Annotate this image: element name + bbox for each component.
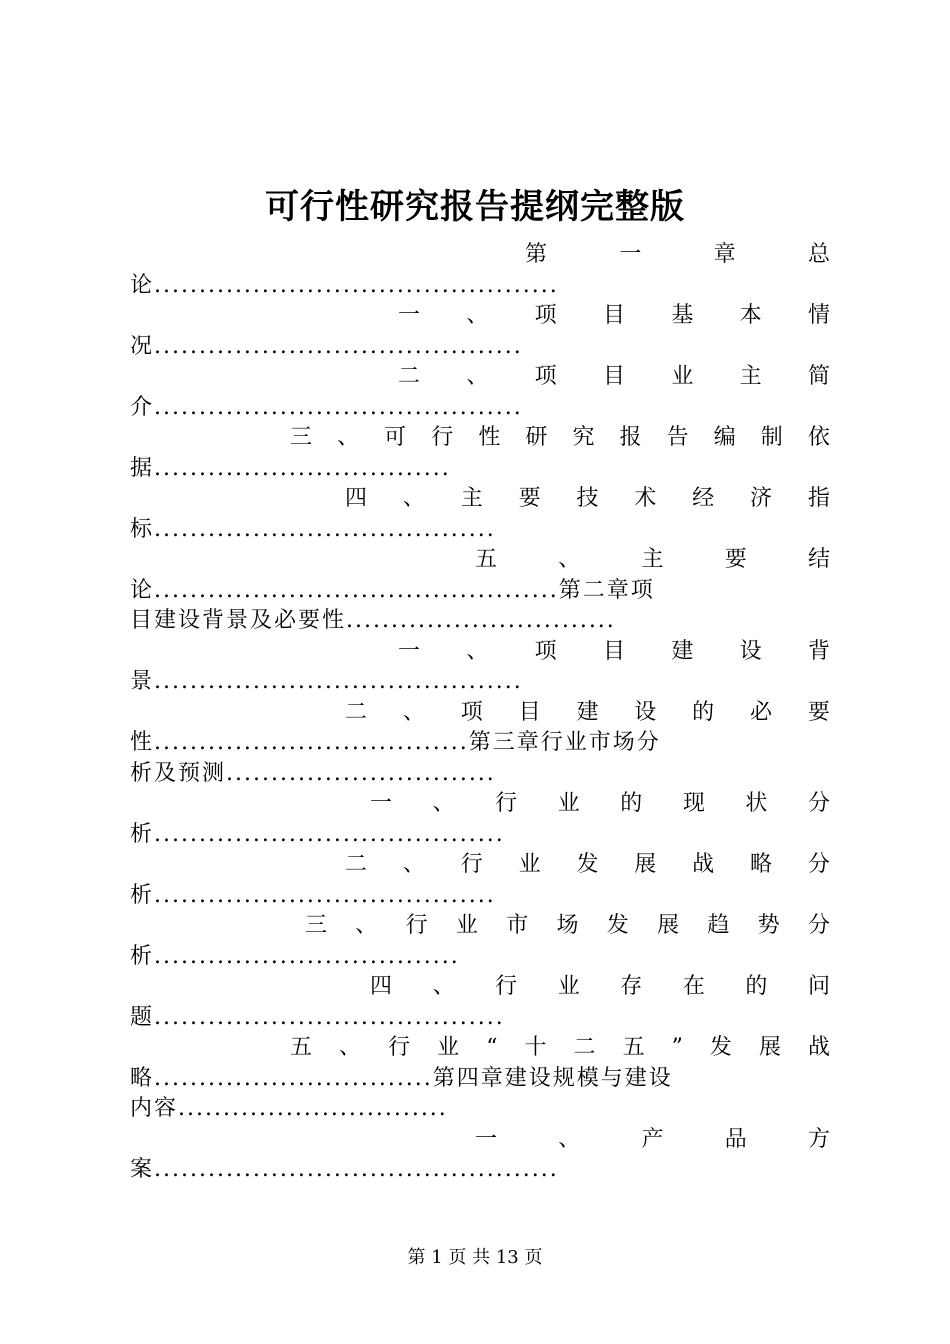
toc-line (130, 301, 830, 332)
toc-char: 、 (466, 364, 489, 389)
toc-char: 主 (460, 486, 483, 511)
toc-char: 三 (305, 913, 328, 938)
toc-line (130, 423, 830, 454)
toc-char: 行 (388, 1035, 411, 1060)
toc-char: 主 (641, 547, 664, 572)
toc-char: 简 (807, 364, 830, 389)
toc-char: 本 (739, 303, 762, 328)
toc-char: 业 (557, 974, 580, 999)
toc-char: 、 (339, 1035, 362, 1060)
toc-char: 行 (405, 913, 428, 938)
toc-char: 一 (475, 1126, 498, 1152)
toc-text: 案............................................. (130, 1157, 559, 1182)
toc-char: 战 (692, 852, 715, 877)
toc-char: 术 (634, 486, 657, 511)
toc-char: 性 (478, 425, 501, 450)
toc-text: 性...................................第三章行业市场分 (130, 730, 661, 755)
toc-char: 基 (671, 303, 694, 328)
toc-char: 在 (682, 974, 705, 999)
toc-char: 研 (525, 425, 548, 450)
page-title: 可行性研究报告提纲完整版 (265, 187, 685, 227)
toc-line (130, 362, 830, 393)
toc-char: 三 (290, 425, 313, 450)
toc-char: 业 (455, 913, 478, 938)
toc-text: 析.................................. (130, 943, 460, 969)
toc-char: 项 (534, 638, 557, 664)
toc-line (130, 972, 830, 1003)
toc-char: 项 (534, 364, 557, 389)
toc-char: 目 (602, 303, 625, 328)
toc-char: 必 (750, 699, 773, 725)
toc-char: 情 (807, 303, 830, 328)
toc-text: 析....................................... (130, 821, 505, 847)
toc-line (130, 1033, 830, 1064)
toc-line (130, 332, 830, 363)
toc-line (130, 667, 830, 698)
toc-char: 报 (619, 425, 642, 450)
toc-char: 济 (750, 486, 773, 511)
toc-text: 据................................. (130, 455, 451, 481)
toc-char: 、 (402, 852, 425, 877)
toc-char: 趋 (707, 913, 730, 938)
toc-char: 一 (619, 242, 642, 267)
toc-char: 依 (807, 425, 830, 450)
toc-char: 指 (807, 486, 830, 511)
toc-line (130, 759, 830, 790)
toc-char: 、 (337, 425, 360, 450)
toc-char: 产 (641, 1126, 664, 1152)
toc-char: 、 (466, 638, 489, 664)
toc-line (130, 850, 830, 881)
toc-char: 制 (760, 425, 783, 450)
toc-char: “ (486, 1035, 498, 1060)
toc-line (130, 820, 830, 851)
toc-char: 究 (572, 425, 595, 450)
toc-char: 发 (709, 1035, 732, 1060)
toc-text: 析及预测.............................. (130, 760, 496, 786)
toc-char: 建 (671, 638, 694, 664)
toc-char: 主 (739, 364, 762, 389)
toc-text: 论............................................. (130, 272, 559, 298)
toc-char: 品 (724, 1126, 747, 1152)
toc-char: 五 (290, 1035, 313, 1060)
toc-line (130, 1064, 830, 1095)
toc-char: 四 (370, 974, 393, 999)
toc-char: 可 (384, 425, 407, 450)
toc-char: 业 (437, 1035, 460, 1060)
toc-line (130, 393, 830, 424)
toc-char: 发 (576, 852, 599, 877)
toc-char: 技 (576, 486, 599, 511)
toc-line (130, 1155, 830, 1186)
toc-char: 二 (345, 699, 368, 725)
toc-char: 状 (745, 791, 768, 816)
toc-char: 设 (634, 699, 657, 725)
toc-line (130, 881, 830, 912)
toc-char: 五 (475, 547, 498, 572)
toc-char: 分 (807, 791, 830, 816)
toc-char: 场 (556, 913, 579, 938)
toc-char: 势 (757, 913, 780, 938)
toc-line (130, 911, 830, 942)
toc-char: 展 (758, 1035, 781, 1060)
toc-char: 结 (807, 547, 830, 572)
toc-char: 、 (558, 1126, 581, 1152)
toc-char: 分 (807, 852, 830, 877)
toc-char: 要 (518, 486, 541, 511)
toc-char: 、 (432, 791, 455, 816)
toc-char: 目 (602, 638, 625, 664)
toc-char: 项 (460, 699, 483, 725)
toc-char: 行 (495, 974, 518, 999)
toc-line (130, 545, 830, 576)
toc-line (130, 576, 830, 607)
toc-char: 编 (713, 425, 736, 450)
toc-char: 方 (807, 1126, 830, 1152)
toc-char: 一 (398, 638, 421, 664)
toc-char: 发 (606, 913, 629, 938)
toc-char: 行 (460, 852, 483, 877)
toc-text: 析...................................... (130, 882, 496, 908)
toc-text: 内容.............................. (130, 1096, 448, 1121)
toc-char: 业 (518, 852, 541, 877)
toc-char: 建 (576, 699, 599, 725)
toc-char: 章 (713, 242, 736, 267)
toc-line (130, 637, 830, 668)
table-of-contents (130, 240, 830, 1186)
toc-char: 存 (620, 974, 643, 999)
toc-line (130, 271, 830, 302)
toc-char: 现 (682, 791, 705, 816)
toc-text: 论.............................................第二章项 (130, 577, 655, 603)
toc-char: 的 (745, 974, 768, 999)
toc-char: 略 (750, 852, 773, 877)
toc-line (130, 240, 830, 271)
toc-line (130, 1003, 830, 1034)
toc-char: 业 (557, 791, 580, 816)
toc-char: 、 (402, 699, 425, 725)
toc-line (130, 515, 830, 546)
toc-char: 、 (466, 303, 489, 328)
toc-char: 二 (398, 364, 421, 389)
page-footer: 第 1 页 共 13 页 (407, 1247, 543, 1268)
toc-line (130, 454, 830, 485)
toc-text: 景......................................... (130, 669, 523, 694)
toc-line (130, 1094, 830, 1125)
toc-char: 、 (432, 974, 455, 999)
toc-char: 经 (692, 486, 715, 511)
toc-char: 第 (525, 242, 548, 267)
toc-char: ” (671, 1035, 683, 1060)
toc-char: 行 (495, 791, 518, 816)
toc-line (130, 484, 830, 515)
toc-char: 展 (657, 913, 680, 938)
toc-text: 目建设背景及必要性.............................. (130, 608, 616, 633)
toc-line (130, 789, 830, 820)
toc-line (130, 942, 830, 973)
toc-char: 一 (398, 303, 421, 328)
toc-char: 的 (692, 699, 715, 725)
toc-char: 展 (634, 852, 657, 877)
toc-char: 分 (807, 913, 830, 938)
toc-char: 设 (739, 638, 762, 664)
toc-line (130, 606, 830, 637)
toc-text: 况......................................... (130, 333, 523, 359)
toc-char: 二 (345, 852, 368, 877)
toc-char: 市 (506, 913, 529, 938)
toc-char: 、 (402, 486, 425, 511)
toc-text: 略...............................第四章建设规模与建设 (130, 1065, 673, 1091)
toc-line (130, 728, 830, 759)
toc-char: 总 (807, 242, 830, 267)
toc-text: 标...................................... (130, 516, 496, 542)
toc-char: 战 (807, 1035, 830, 1060)
toc-char: 告 (666, 425, 689, 450)
toc-char: 、 (355, 913, 378, 938)
toc-char: 、 (558, 547, 581, 572)
toc-line (130, 698, 830, 729)
toc-char: 四 (345, 486, 368, 511)
toc-char: 五 (622, 1035, 645, 1060)
toc-char: 项 (534, 303, 557, 328)
toc-text: 题....................................... (130, 1004, 505, 1030)
toc-char: 要 (807, 699, 830, 725)
toc-text: 介......................................... (130, 394, 523, 420)
toc-char: 一 (370, 791, 393, 816)
toc-char: 要 (724, 547, 747, 572)
toc-char: 行 (431, 425, 454, 450)
toc-char: 二 (573, 1035, 596, 1060)
toc-char: 的 (620, 791, 643, 816)
toc-line (130, 1125, 830, 1156)
toc-char: 问 (807, 974, 830, 999)
toc-char: 目 (518, 699, 541, 725)
toc-char: 业 (671, 364, 694, 389)
toc-char: 十 (524, 1035, 547, 1060)
toc-char: 背 (807, 638, 830, 664)
toc-char: 目 (602, 364, 625, 389)
